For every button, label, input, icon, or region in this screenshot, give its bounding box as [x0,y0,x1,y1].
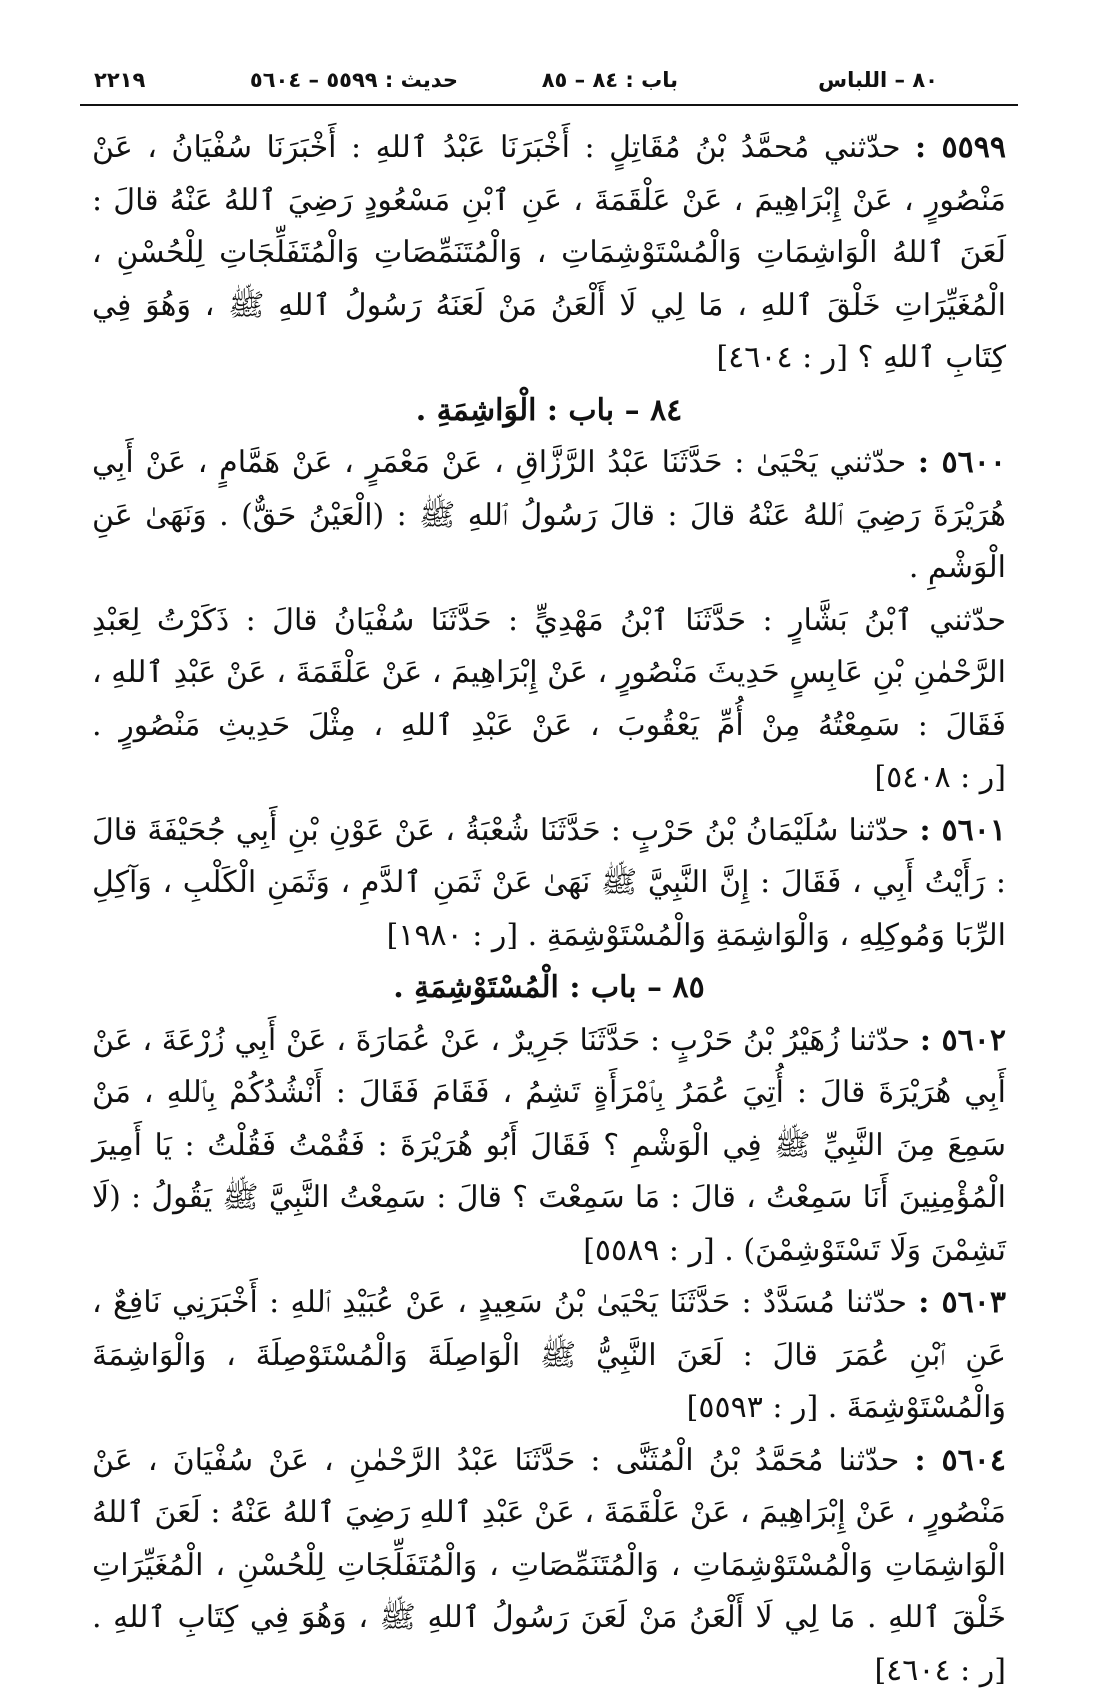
hadith-5600-narration-2 [92,595,1006,805]
hadith-5601 [92,805,1006,963]
hadith-number: ٥٦٠٤ : [914,1443,1006,1478]
hadith-text: حدّثني ٱبْنُ بَشَّارٍ : حَدَّثَنَا ٱبْنُ مَهْدِيٍّ : حَدَّثَنَا سُفْيَانُ قالَ : ذَكَرْتُ لِعَبْدِ الرَّحْمٰنِ بْنِ عَابِسٍ حَدِيثَ مَنْصُورٍ ، عَنْ إِبْرَاهِيمَ ، عَنْ عَلْقَمَةَ ، عَنْ عَبْدِ ٱللهِ ، فَقَالَ : سَمِعْتُهُ مِنْ أُمِّ يَعْقُوبَ ، عَنْ عَبْدِ ٱللهِ ، مِثْلَ حَدِيثِ مَنْصُورٍ . [92,603,1006,743]
hadith-5602 [92,1015,1006,1278]
hadith-text: حدّثني يَحْيَىٰ : حَدَّثَنَا عَبْدُ الرَّزَّاقِ ، عَنْ مَعْمَرٍ ، عَنْ هَمَّامٍ ، عَنْ أَبِي هُرَيْرَةَ رَضِيَ ٱللهُ عَنْهُ قالَ : قالَ رَسُولُ ٱللهِ ﷺ : (الْعَيْنُ حَقٌّ) . وَنَهَىٰ عَنِ الْوَشْمِ . [92,445,1006,585]
hadith-text: حدّثنا زُهَيْرُ بْنُ حَرْبٍ : حَدَّثَنَا جَرِيرٌ ، عَنْ عُمَارَةَ ، عَنْ أَبِي زُرْعَةَ ، عَنْ أَبِي هُرَيْرَةَ قالَ : أُتِيَ عُمَرُ بِٱمْرَأَةٍ تَشِمُ ، فَقَامَ فَقَالَ : أَنْشُدُكُمْ بِٱللهِ ، مَنْ سَمِعَ مِنَ النَّبِيِّ ﷺ فِي الْوَشْمِ ؟ فَقَالَ أَبُو هُرَيْرَةَ : فَقُمْتُ فَقُلْتُ : يَا أَمِيرَ الْمُؤْمِنِينَ أَنَا سَمِعْتُ ، قالَ : مَا سَمِعْتَ ؟ قالَ : سَمِعْتُ النَّبِيَّ ﷺ يَقُولُ : (لَا تَشِمْنَ وَلَا تَسْتَوْشِمْنَ) . [92,1023,1006,1268]
hadith-number: ٥٥٩٩ : [915,130,1006,165]
hadith-reference: [ر : ٥٥٩٣] [687,1390,819,1425]
hadith-range: حديث : ٥٥٩٩ – ٥٦٠٤ [250,68,458,92]
hadith-text: حدّثنا سُلَيْمَانُ بْنُ حَرْبٍ : حَدَّثَنَا شُعْبَةُ ، عَنْ عَوْنِ بْنِ أَبِي جُحَيْفَةَ قالَ : رَأَيْتُ أَبِي ، فَقَالَ : إِنَّ النَّبِيَّ ﷺ نَهَىٰ عَنْ ثَمَنِ ٱلدَّمِ ، وَثَمَنِ الْكَلْبِ ، وَآكِلِ الرِّبَا وَمُوكِلِهِ ، وَالْوَاشِمَةِ وَالْمُسْتَوْشِمَةِ . [92,813,1006,953]
hadith-5599 [92,122,1006,385]
hadith-reference: [ر : ٥٥٨٩] [583,1233,715,1268]
hadith-reference: [ر : ٥٤٠٨] [874,760,1006,795]
hadith-text: حدّثنا مُحَمَّدُ بْنُ الْمُثَنَّى : حَدَّثَنَا عَبْدُ الرَّحْمٰنِ ، عَنْ سُفْيَانَ ، عَنْ مَنْصُورٍ ، عَنْ إِبْرَاهِيمَ ، عَنْ عَلْقَمَةَ ، عَنْ عَبْدِ ٱللهِ رَضِيَ ٱللهُ عَنْهُ : لَعَنَ ٱللهُ الْوَاشِمَاتِ وَالْمُسْتَوْشِمَاتِ ، وَالْمُتَنَمِّصَاتِ ، وَالْمُتَفَلِّجَاتِ لِلْحُسْنِ ، الْمُغَيِّرَاتِ خَلْقَ ٱللهِ . مَا لِي لَا أَلْعَنُ مَنْ لَعَنَ رَسُولُ ٱللهِ ﷺ ، وَهُوَ فِي كِتَابِ ٱللهِ . [92,1443,1006,1636]
hadith-5603 [92,1277,1006,1435]
hadith-5604 [92,1435,1006,1697]
hadith-reference: [ر : ٤٦٠٤] [874,1653,1006,1688]
chapter-heading-84: ٨٤ – باب : الْوَاشِمَةِ . [92,385,1006,438]
hadith-reference: [ر : ٤٦٠٤] [716,340,848,375]
chapter-heading-85: ٨٥ – باب : الْمُسْتَوْشِمَةِ . [92,962,1006,1015]
hadith-number: ٥٦٠٢ : [920,1023,1006,1058]
hadith-number: ٥٦٠١ : [919,813,1006,848]
hadith-5600 [92,437,1006,595]
hadith-reference: [ر : ١٩٨٠] [387,918,519,953]
page-body [92,122,1006,1697]
hadith-text: حدّثني مُحمَّدُ بْنُ مُقَاتِلٍ : أَخْبَرَنَا عَبْدُ ٱللهِ : أَخْبَرَنَا سُفْيَانُ ، عَنْ مَنْصُورٍ ، عَنْ إِبْرَاهِيمَ ، عَنْ عَلْقَمَةَ ، عَنِ ٱبْنِ مَسْعُودٍ رَضِيَ ٱللهُ عَنْهُ قالَ : لَعَنَ ٱللهُ الْوَاشِمَاتِ وَالْمُسْتَوْشِمَاتِ ، وَالْمُتَنَمِّصَاتِ وَالْمُتَفَلِّجَاتِ لِلْحُسْنِ ، الْمُغَيِّرَاتِ خَلْقَ ٱللهِ ، مَا لِي لَا أَلْعَنُ مَنْ لَعَنَهُ رَسُولُ ٱللهِ ﷺ ، وَهُوَ فِي كِتَابِ ٱللهِ ؟ [92,130,1006,375]
hadith-text: حدّثنا مُسَدَّدٌ : حَدَّثَنَا يَحْيَىٰ بْنُ سَعِيدٍ ، عَنْ عُبَيْدِ ٱللهِ : أَخْبَرَنِي نَافِعٌ ، عَنِ ٱبْنِ عُمَرَ قالَ : لَعَنَ النَّبِيُّ ﷺ الْوَاصِلَةَ وَالْمُسْتَوْصِلَةَ ، وَالْوَاشِمَةَ وَالْمُسْتَوْشِمَةَ . [92,1285,1006,1425]
page-header [80,58,1018,106]
chapter-title: ٨٠ – اللباس [818,68,938,92]
hadith-number: ٥٦٠٣ : [918,1285,1006,1320]
bab-range: باب : ٨٤ – ٨٥ [542,68,678,92]
page-number: ٢٢١٩ [94,68,145,92]
hadith-number: ٥٦٠٠ : [918,445,1006,480]
